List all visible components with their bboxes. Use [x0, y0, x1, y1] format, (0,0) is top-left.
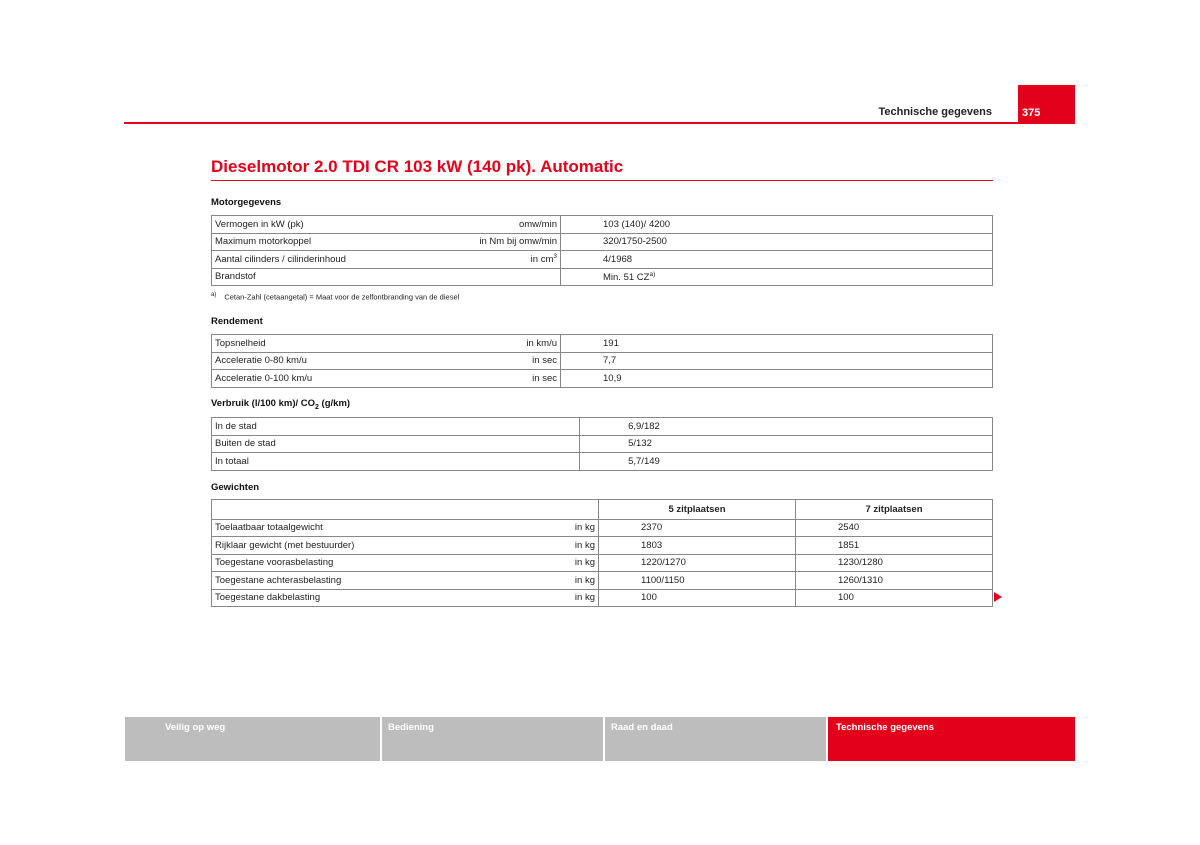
unit-superscript: 3	[553, 253, 557, 261]
table-row	[212, 233, 993, 251]
table-row	[212, 370, 993, 388]
row-label: Toegestane voorasbelasting	[212, 554, 473, 572]
row-label: Acceleratie 0-80 km/u	[212, 352, 435, 370]
verbruik-table	[211, 417, 993, 471]
table-header-row	[212, 500, 993, 520]
footnote-text: Cetan-Zahl (cetaangetal) = Maat voor de zelfontbranding van de diesel	[224, 292, 460, 302]
row-unit	[434, 251, 561, 269]
row-value	[561, 268, 993, 286]
footnote-reference: a)	[649, 270, 656, 278]
title-rule	[211, 180, 993, 181]
footer-tab-label: Technische gegevens	[836, 722, 935, 733]
row-value-7: 1230/1280	[796, 554, 993, 572]
table-row	[212, 216, 993, 234]
page-title: Dieselmotor 2.0 TDI CR 103 kW (140 pk). Automatic	[211, 157, 624, 176]
footer-tab-label: Raad en daad	[611, 722, 673, 733]
table-row	[212, 352, 993, 370]
row-unit: in kg	[472, 589, 599, 607]
header-rule	[124, 122, 1018, 124]
row-value: 6,9/182	[580, 418, 993, 436]
table-row	[212, 453, 993, 471]
footer-tab-label: Bediening	[388, 722, 434, 733]
row-unit: in sec	[434, 370, 561, 388]
table-row	[212, 589, 993, 607]
row-label: Brandstof	[212, 268, 435, 286]
continue-arrow-icon	[994, 592, 1002, 602]
row-unit: in km/u	[434, 335, 561, 353]
table-row	[212, 418, 993, 436]
row-value-5: 1220/1270	[599, 554, 796, 572]
value-text: Min. 51 CZ	[603, 271, 650, 283]
row-unit: in Nm bij omw/min	[434, 233, 561, 251]
row-value: 5,7/149	[580, 453, 993, 471]
table-row	[212, 435, 993, 453]
heading-text-suffix: (g/km)	[318, 398, 351, 409]
row-unit: in kg	[472, 537, 599, 555]
table-row	[212, 335, 993, 353]
row-label: Rijklaar gewicht (met bestuurder)	[212, 537, 473, 555]
row-value-7: 100	[796, 589, 993, 607]
row-value: 320/1750-2500	[561, 233, 993, 251]
row-value: 5/132	[580, 435, 993, 453]
row-label: Toegestane achterasbelasting	[212, 572, 473, 590]
row-value-5: 1100/1150	[599, 572, 796, 590]
table-row	[212, 268, 993, 286]
row-label: In totaal	[212, 453, 580, 471]
row-unit: in sec	[434, 352, 561, 370]
row-label: Vermogen in kW (pk)	[212, 216, 435, 234]
row-unit: in kg	[472, 519, 599, 537]
table-row	[212, 572, 993, 590]
rendement-table	[211, 334, 993, 388]
column-header-7-seats: 7 zitplaatsen	[796, 500, 993, 520]
table-row	[212, 251, 993, 269]
row-value-7: 1260/1310	[796, 572, 993, 590]
column-header-5-seats: 5 zitplaatsen	[599, 500, 796, 520]
row-value: 4/1968	[561, 251, 993, 269]
row-value: 7,7	[561, 352, 993, 370]
row-label: Maximum motorkoppel	[212, 233, 435, 251]
section-heading-motor: Motorgegevens	[211, 197, 282, 208]
table-row	[212, 519, 993, 537]
heading-subscript: 2	[315, 403, 319, 411]
row-label: Toelaatbaar totaalgewicht	[212, 519, 473, 537]
row-unit: in kg	[472, 572, 599, 590]
footer-tab-veilig-op-weg[interactable]	[125, 717, 380, 761]
row-label: Acceleratie 0-100 km/u	[212, 370, 435, 388]
row-unit	[434, 268, 561, 286]
section-heading-gewichten: Gewichten	[211, 482, 260, 493]
row-value-7: 1851	[796, 537, 993, 555]
header-empty-cell	[212, 500, 599, 520]
footnote	[211, 292, 459, 302]
heading-text: Verbruik (l/100 km)/ CO	[211, 398, 316, 409]
row-unit: omw/min	[434, 216, 561, 234]
gewichten-table	[211, 499, 993, 607]
section-heading-rendement: Rendement	[211, 316, 263, 327]
row-label: Buiten de stad	[212, 435, 580, 453]
footer-tab-label: Veilig op weg	[165, 722, 226, 733]
page-number: 375	[1022, 107, 1041, 119]
row-value: 10,9	[561, 370, 993, 388]
row-value-7: 2540	[796, 519, 993, 537]
row-label: Aantal cilinders / cilinderinhoud	[212, 251, 435, 269]
row-label: Topsnelheid	[212, 335, 435, 353]
section-heading-verbruik	[211, 398, 350, 411]
unit-text: in cm	[530, 254, 554, 266]
row-value: 191	[561, 335, 993, 353]
footnote-marker: a)	[211, 292, 217, 298]
row-unit: in kg	[472, 554, 599, 572]
footer-tab-bediening[interactable]	[382, 717, 603, 761]
row-value-5: 1803	[599, 537, 796, 555]
motor-table	[211, 215, 993, 286]
footer-tab-technische-gegevens[interactable]	[828, 717, 1075, 761]
row-value: 103 (140)/ 4200	[561, 216, 993, 234]
row-label: Toegestane dakbelasting	[212, 589, 473, 607]
header-section-title: Technische gegevens	[878, 106, 992, 118]
table-row	[212, 554, 993, 572]
table-row	[212, 537, 993, 555]
row-value-5: 100	[599, 589, 796, 607]
row-value-5: 2370	[599, 519, 796, 537]
row-label: In de stad	[212, 418, 580, 436]
footer-tab-raad-en-daad[interactable]	[605, 717, 826, 761]
